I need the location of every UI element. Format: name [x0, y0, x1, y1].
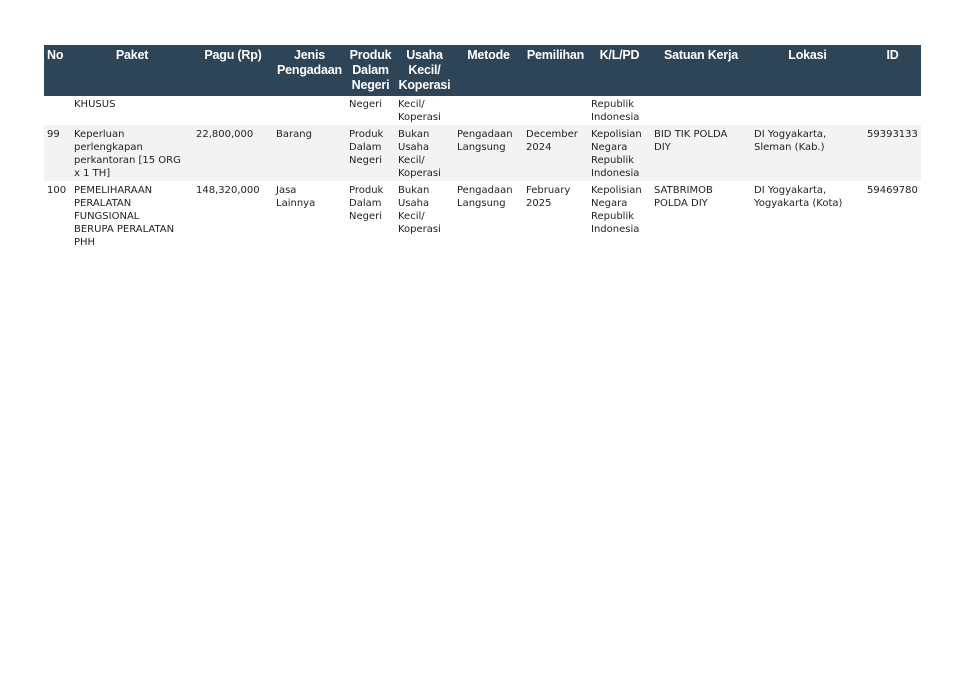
cell-jenis-pengadaan: Jasa Lainnya: [276, 185, 316, 209]
cell-satuan-kerja: [651, 96, 751, 125]
cell-pemilihan: [523, 96, 588, 125]
cell-no: 99: [44, 125, 71, 181]
cell-usaha-kecil-koperasi: Bukan Usaha Kecil/ Koperasi: [398, 185, 441, 235]
cell-pagu: 22,800,000: [193, 125, 273, 181]
cell-usaha-kecil-koperasi: Bukan Usaha Kecil/ Koperasi: [395, 125, 454, 181]
cell-no: 100: [47, 185, 67, 196]
table-row: [44, 96, 921, 125]
column-header-lokasi: Lokasi: [751, 45, 864, 96]
column-header-jenis-pengadaan: Jenis Pengadaan: [273, 45, 346, 96]
cell-satuan-kerja: SATBRIMOB POLDA DIY: [654, 185, 713, 209]
cell-id: [864, 96, 921, 125]
cell-klpd: Kepolisian Negara Republik Indonesia: [588, 125, 651, 181]
column-header-paket: Paket: [71, 45, 193, 96]
cell-metode: [454, 96, 523, 125]
table-body: [44, 96, 921, 250]
cell-paket: KHUSUS: [74, 99, 116, 110]
cell-satuan-kerja: BID TIK POLDA DIY: [651, 125, 751, 181]
cell-klpd: Kepolisian Negara Republik Indonesia: [591, 185, 642, 235]
column-header-usaha-kecil-koperasi: Usaha Kecil/ Koperasi: [395, 45, 454, 96]
cell-lokasi: [751, 96, 864, 125]
cell-id: 59469780: [867, 185, 918, 196]
procurement-table: [44, 45, 921, 250]
cell-produk-dalam-negeri: Produk Dalam Negeri: [349, 185, 384, 222]
column-header-id: ID: [864, 45, 921, 96]
cell-lokasi: DI Yogyakarta, Yogyakarta (Kota): [754, 185, 843, 209]
table-row: [44, 125, 921, 181]
table-row: [44, 181, 921, 250]
cell-jenis-pengadaan: [273, 96, 346, 125]
cell-pagu: [193, 96, 273, 125]
column-header-satuan-kerja: Satuan Kerja: [651, 45, 751, 96]
column-header-no: No: [44, 45, 71, 96]
column-header-pemilihan: Pemilihan: [523, 45, 588, 96]
cell-id: 59393133: [864, 125, 921, 181]
column-header-klpd: K/L/PD: [588, 45, 651, 96]
cell-no: [44, 96, 71, 125]
cell-metode: Pengadaan Langsung: [457, 185, 513, 209]
cell-pemilihan: February 2025: [526, 185, 571, 209]
cell-pagu: 148,320,000: [196, 185, 260, 196]
cell-usaha-kecil-koperasi: Kecil/ Koperasi: [398, 99, 441, 123]
column-header-pagu: Pagu (Rp): [193, 45, 273, 96]
cell-lokasi: DI Yogyakarta, Sleman (Kab.): [751, 125, 864, 181]
cell-produk-dalam-negeri: Produk Dalam Negeri: [346, 125, 395, 181]
column-header-metode: Metode: [454, 45, 523, 96]
cell-paket: Keperluan perlengkapan perkantoran [15 ORG x 1 TH]: [71, 125, 193, 181]
cell-paket: PEMELIHARAAN PERALATAN FUNGSIONAL BERUPA PERALATAN PHH: [74, 185, 175, 248]
cell-pemilihan: December 2024: [523, 125, 588, 181]
cell-jenis-pengadaan: Barang: [273, 125, 346, 181]
table-header: [44, 45, 921, 96]
cell-metode: Pengadaan Langsung: [454, 125, 523, 181]
cell-klpd: Republik Indonesia: [591, 99, 640, 123]
column-header-produk-dalam-negeri: Produk Dalam Negeri: [346, 45, 395, 96]
cell-produk-dalam-negeri: Negeri: [349, 99, 383, 110]
header-row: [44, 45, 921, 96]
